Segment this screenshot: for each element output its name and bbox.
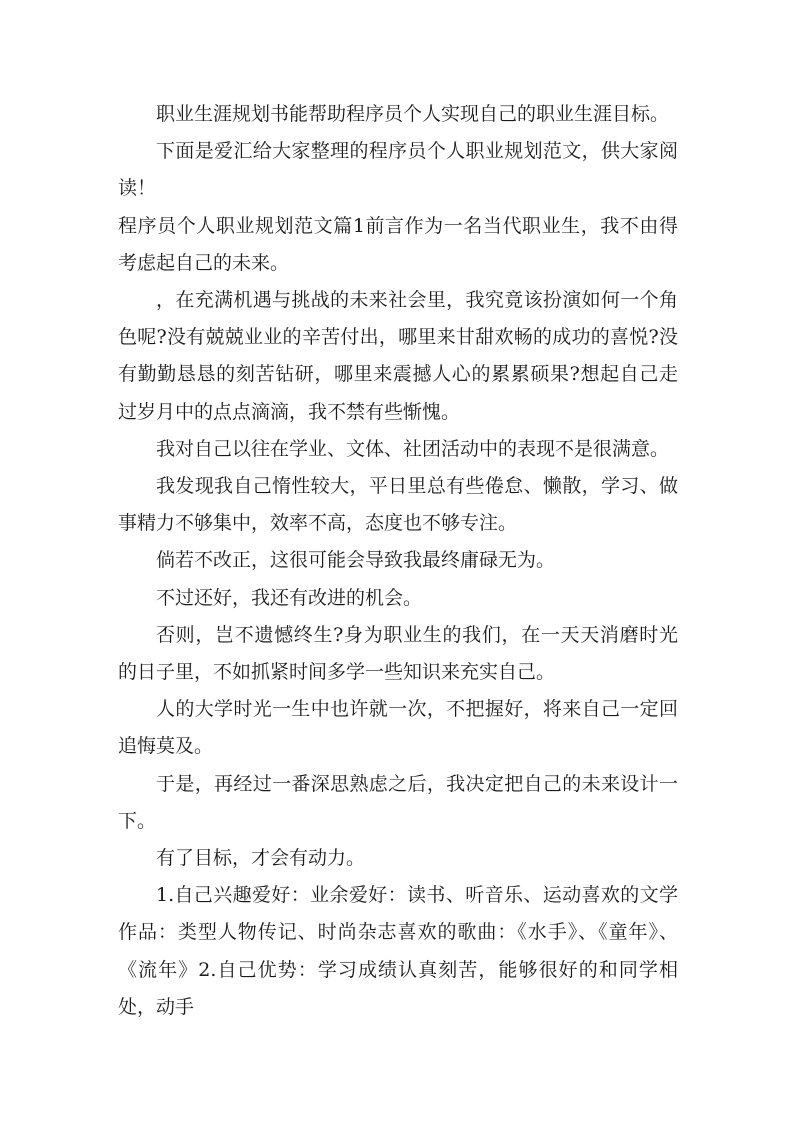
paragraph-1: 职业生涯规划书能帮助程序员个人实现自己的职业生涯目标。 bbox=[156, 103, 670, 125]
paragraph-2: 下面是爱汇给大家整理的程序员个人职业规划范文，供大家阅读！ bbox=[118, 140, 678, 200]
paragraph-10: 人的大学时光一生中也许就一次，不把握好，将来自己一定回追悔莫及。 bbox=[118, 698, 678, 758]
paragraph-12: 有了目标，才会有动力。 bbox=[156, 847, 366, 870]
paragraph-7: 倘若不改正，这很可能会导致我最终庸碌无为。 bbox=[156, 549, 556, 572]
document-body bbox=[118, 96, 678, 1026]
paragraph-11: 于是，再经过一番深思熟虑之后，我决定把自己的未来设计一下。 bbox=[118, 772, 678, 832]
paragraph-5: 我对自己以往在学业、文体、社团活动中的表现不是很满意。 bbox=[156, 437, 670, 460]
paragraph-6: 我发现我自己惰性较大，平日里总有些倦怠、懒散，学习、做事精力不够集中，效率不高，态度也不够专注。 bbox=[118, 475, 678, 535]
paragraph-3: 程序员个人职业规划范文篇1前言作为一名当代职业生，我不由得考虑起自己的未来。 bbox=[118, 214, 678, 274]
paragraph-9: 否则，岂不遗憾终生?身为职业生的我们，在一天天消磨时光的日子里，不如抓紧时间多学一些知识来充实自己。 bbox=[118, 623, 678, 684]
paragraph-8: 不过还好，我还有改进的机会。 bbox=[156, 586, 423, 609]
paragraph-4: ，在充满机遇与挑战的未来社会里，我究竟该扮演如何一个角色呢?没有兢兢业业的辛苦付出，哪里来甘甜欢畅的成功的喜悦?没有勤勤恳恳的刻苦钻研，哪里来震撼人心的累累硕果?想起自己走过岁月中的点点滴滴，我不禁有些惭愧。 bbox=[118, 289, 678, 423]
paragraph-13: 1.自己兴趣爱好：业余爱好：读书、听音乐、运动喜欢的文学作品：类型人物传记、时尚杂志喜欢的歌曲：《水手》、《童年》、《流年》2.自己优势：学习成绩认真刻苦，能够很好的和同学相处，动手 bbox=[118, 884, 678, 1018]
